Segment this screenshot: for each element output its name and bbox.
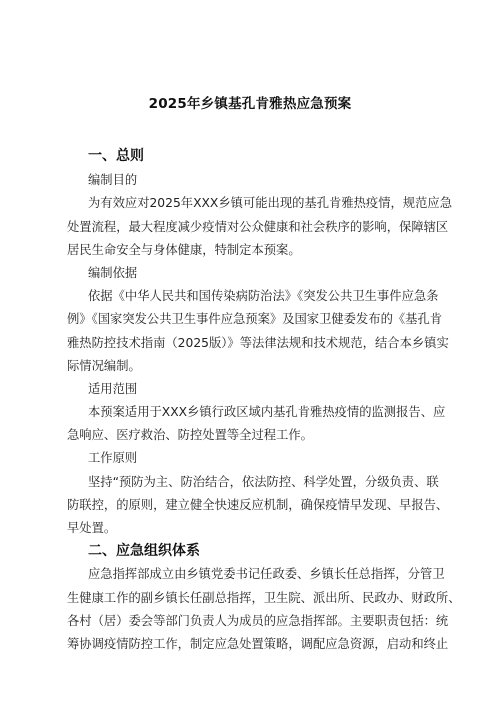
section-heading-general: 一、总则	[88, 148, 144, 164]
text-line: 依据《中华人民共和国传染病防治法》《突发公共卫生事件应急条	[88, 289, 439, 304]
text-line: 例》《国家突发公共卫生事件应急预案》及国家卫健委发布的《基孔肯	[67, 312, 443, 327]
paragraph-scope	[67, 401, 462, 447]
text-line: 应急指挥部成立由乡镇党委书记任政委、乡镇长任总指挥，分管卫	[88, 567, 445, 582]
text-line: 为有效应对2025年XXX乡镇可能出现的基孔肯雅热疫情，规范应急	[88, 196, 452, 211]
text-line: 居民生命安全与身体健康，特制定本预案。	[67, 242, 301, 257]
paragraph-principles	[67, 471, 462, 541]
text-line: 坚持“预防为主、防治结合，依法防控、科学处置，分级负责、联	[88, 474, 439, 489]
subsection-heading-basis: 编制依据	[88, 265, 138, 280]
text-line: 防联控，的原则，建立健全快速反应机制，确保疫情早发现、早报告、	[67, 497, 449, 512]
text-line: 筹协调疫情防控工作，制定应急处置策略，调配应急资源，启动和终止	[67, 636, 449, 651]
text-line: 际情况编制。	[67, 358, 141, 373]
section-heading-organization: 二、应急组织体系	[88, 543, 200, 560]
text-line: 处置流程，最大程度减少疫情对公众健康和社会秩序的影响，保障辖区	[67, 219, 449, 234]
subsection-heading-purpose: 编制目的	[88, 173, 138, 188]
document-body	[67, 145, 462, 656]
paragraph-basis	[67, 285, 462, 378]
subsection-heading-scope: 适用范围	[88, 381, 138, 396]
text-line: 急响应、医疗救治、防控处置等全过程工作。	[67, 428, 313, 443]
subsection-heading-principles: 工作原则	[88, 451, 138, 466]
paragraph-organization	[67, 563, 462, 656]
text-line: 生健康工作的副乡镇长任副总指挥，卫生院、派出所、民政办、财政所、	[67, 590, 461, 605]
text-line: 雅热防控技术指南（2025版）》等法律法规和技术规范，结合本乡镇实	[67, 335, 449, 350]
text-line: 早处置。	[67, 521, 117, 535]
text-line: 本预案适用于XXX乡镇行政区域内基孔肯雅热疫情的监测报告、应	[88, 405, 446, 420]
paragraph-purpose	[67, 192, 462, 262]
text-line: 各村（居）委会等部门负责人为成员的应急指挥部。主要职责包括：统	[67, 613, 449, 628]
document-title: 2025年乡镇基孔肯雅热应急预案	[148, 96, 352, 112]
